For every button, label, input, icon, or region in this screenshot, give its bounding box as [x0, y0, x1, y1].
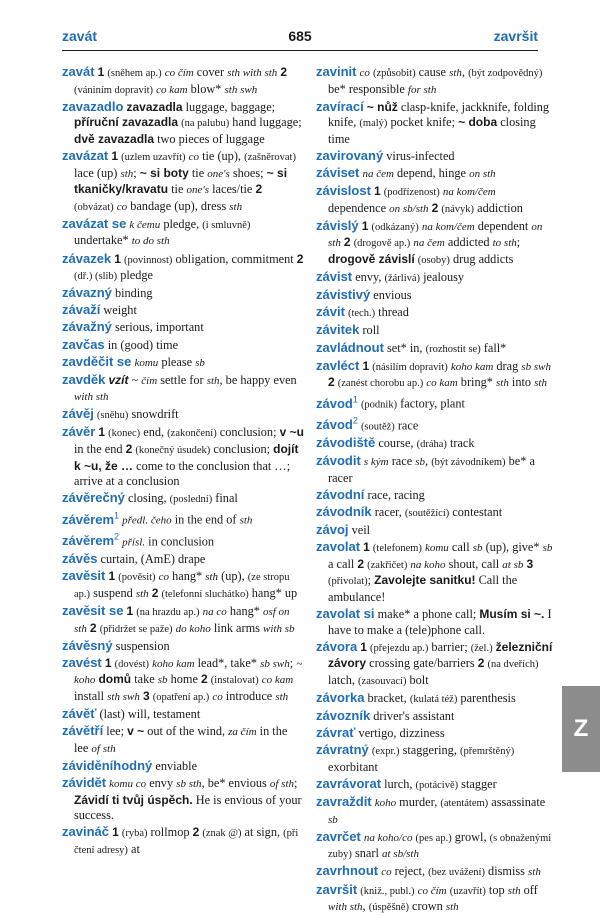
- header-rule: [62, 50, 538, 51]
- dictionary-entry: závěrem$^1$ předl. čeho in the end of sth: [62, 510, 253, 527]
- dictionary-entry: závist envy, (žárlivá) jealousy: [316, 269, 465, 285]
- dictionary-entry: zavát 1 (sněhem ap.) co čím cover sth with sth 2 (vániním dopravit) co kam blow* sth swh: [62, 64, 288, 96]
- dictionary-entry: zavázat 1 (uzlem uzavřít) co tie (up), (zašněrovat) lace (up) sth; ~ si boty tie one's shoes; ~ si tkaničky/kravatu tie one's laces/tie 2 (obvázat) co bandage (up), dress sth: [62, 147, 296, 213]
- dictionary-entry: záviset na čem depend, hinge on sth: [316, 165, 496, 181]
- dictionary-entry: zavolat si make* a phone call; Musím si ~. I have to make a (tele)phone call.: [316, 606, 552, 637]
- dictionary-entry: zavrávorat lurch, (potácivě) stagger: [316, 776, 497, 791]
- dictionary-entry: zavléct 1 (násilím dopravit) koho kam drag sb swh 2 (zanést chorobu ap.) co kam bring* sth into sth: [316, 357, 551, 390]
- dictionary-entry: závěs curtain, (AmE) drape: [62, 551, 206, 567]
- dictionary-entry: zavládnout set* in, (rozhostit se) fall*: [316, 339, 507, 355]
- dictionary-entry: závislý 1 (odkázaný) na kom/čem dependent on sth 2 (drogově ap.) na čem addicted to sth; drogově závislí (osoby) drug addicts: [316, 217, 543, 267]
- dictionary-entry: zavirovaný virus-infected: [316, 147, 455, 163]
- dictionary-entry: závodit s kým race sb, (být závodníkem) be* a racer: [316, 453, 535, 485]
- dictionary-entry: závazný binding: [62, 285, 153, 301]
- dictionary-entry: závidět komu co envy sb sth, be* envious of sth; Závidí ti tvůj úspěch. He is envious of your success.: [62, 775, 302, 823]
- dictionary-entry: závislost 1 (podřízenost) na kom/čem dependence on sb/sth 2 (návyk) addiction: [316, 183, 523, 215]
- dictionary-entry: závora 1 (přejezdu ap.) barrier; (žel.) železniční závory crossing gate/barriers 2 (na dveřích) latch, (zasouvací) bolt: [316, 638, 553, 687]
- dictionary-entry: závodník racer, (soutěžící) contestant: [316, 504, 503, 519]
- dictionary-entry: závěť (last) will, testament: [62, 706, 201, 722]
- dictionary-entry: závratný (expr.) staggering, (přemrštěný) exorbitant: [316, 742, 515, 774]
- dictionary-entry: závod$^1$ (podnik) factory, plant: [316, 394, 465, 411]
- dictionary-entry: závodní race, racing: [316, 486, 425, 502]
- dictionary-entry: zavěsit se 1 (na hrazdu ap.) na co hang* osf on sth 2 (přidržet se paže) do koho link arms with sb: [62, 603, 295, 635]
- dictionary-entry: zavrhnout co reject, (bez uvážení) dismiss sth: [316, 863, 541, 879]
- dictionary-entry: završit (kniž., publ.) co čím (uzavřít) top sth off with sth, (úspěšně) crown sth: [316, 881, 538, 914]
- dictionary-entry: záviděníhodný enviable: [62, 757, 198, 773]
- dictionary-entry: zavést 1 (dovést) koho kam lead*, take* sb swh; ~ koho domů take sb home 2 (instalovat) co kam install sth swh 3 (opatření ap.) co introduce sth: [62, 654, 303, 704]
- header-first-entry: zavát: [62, 28, 98, 44]
- dictionary-entry: závrať vertigo, dizziness: [316, 725, 445, 741]
- dictionary-entry: zavraždit koho murder, (atentátem) assassinate sb: [316, 794, 546, 826]
- dictionary-entry: závorka bracket, (kulatá též) parenthesis: [316, 690, 516, 706]
- dictionary-entry: zavděčit se komu please sb: [62, 353, 205, 369]
- dictionary-entry: závěj (sněhu) snowdrift: [62, 406, 179, 422]
- dictionary-entry: zavčas in (good) time: [62, 336, 179, 352]
- page-number: 685: [288, 28, 312, 44]
- dictionary-entry: závažný serious, important: [62, 319, 204, 335]
- dictionary-entry: zavazadlo zavazadla luggage, baggage; příruční zavazadla (na palubu) hand luggage; dvě zavazadla two pieces of luggage: [62, 98, 302, 146]
- right-column: [316, 64, 554, 916]
- header-last-entry: završit: [493, 28, 538, 44]
- dictionary-entry: zavírací ~ nůž clasp-knife, jackknife, folding knife, (malý) pocket knife; ~ doba closing time: [316, 98, 550, 146]
- dictionary-entry: závěsný suspension: [62, 637, 170, 653]
- dictionary-entry: závěr 1 (konec) end, (zakončení) conclusion; v ~u in the end 2 (konečný úsudek) conclusion; dojít k ~u, že … come to the conclusion that …; arrive at a conclusion: [62, 424, 304, 489]
- dictionary-entry: závit (tech.) thread: [316, 304, 409, 320]
- dictionary-entry: závětří lee; v ~ out of the wind, za čím in the lee of sth: [62, 723, 288, 755]
- thumb-index-tab: Z: [562, 686, 600, 772]
- dictionary-entry: závazek 1 (povinnost) obligation, commitment 2 (dř.) (slib) pledge: [62, 250, 304, 283]
- running-header: [62, 28, 538, 50]
- dictionary-entry: zavázat se k čemu pledge, (i smluvně) undertake* to do sth: [62, 215, 251, 248]
- dictionary-entry: závoj veil: [316, 522, 371, 538]
- dictionary-entry: závaží weight: [62, 302, 137, 318]
- dictionary-entry: zavěsit 1 (pověsit) co hang* sth (up), (ze stropu ap.) suspend sth 2 (telefonní sluchátko) hang* up: [62, 568, 298, 600]
- dictionary-entry: zavděk vzít ~ čím settle for sth, be happy even with sth: [62, 371, 297, 404]
- dictionary-entry: závěrem$^2$ přísl. in conclusion: [62, 531, 215, 549]
- dictionary-entry: zavináč 1 (ryba) rollmop 2 (znak @) at sign, (při čtení adresy) at: [62, 824, 299, 856]
- dictionary-entry: závistivý envious: [316, 287, 412, 303]
- dictionary-entry: závodiště course, (dráha) track: [316, 435, 475, 451]
- dictionary-entry: zavrčet na koho/co (pes ap.) growl, (s obnaženými zuby) snarl at sb/sth: [316, 828, 552, 861]
- dictionary-entry: závod$^2$ (soutěž) race: [316, 415, 419, 433]
- dictionary-entry: zavinit co (způsobit) cause sth, (být zodpovědný) be* responsible for sth: [316, 64, 543, 96]
- dictionary-entry: závěrečný closing, (poslední) final: [62, 490, 238, 506]
- dictionary-entry: závozník driver's assistant: [316, 708, 455, 724]
- left-column: [62, 64, 304, 859]
- dictionary-entry: zavolat 1 (telefonem) komu call sb (up), give* sb a call 2 (zakřičet) na koho shout, call at sb 3 (přivolat); Zavolejte sanitku! Call the ambulance!: [316, 539, 553, 604]
- dictionary-entry: závitek roll: [316, 322, 380, 338]
